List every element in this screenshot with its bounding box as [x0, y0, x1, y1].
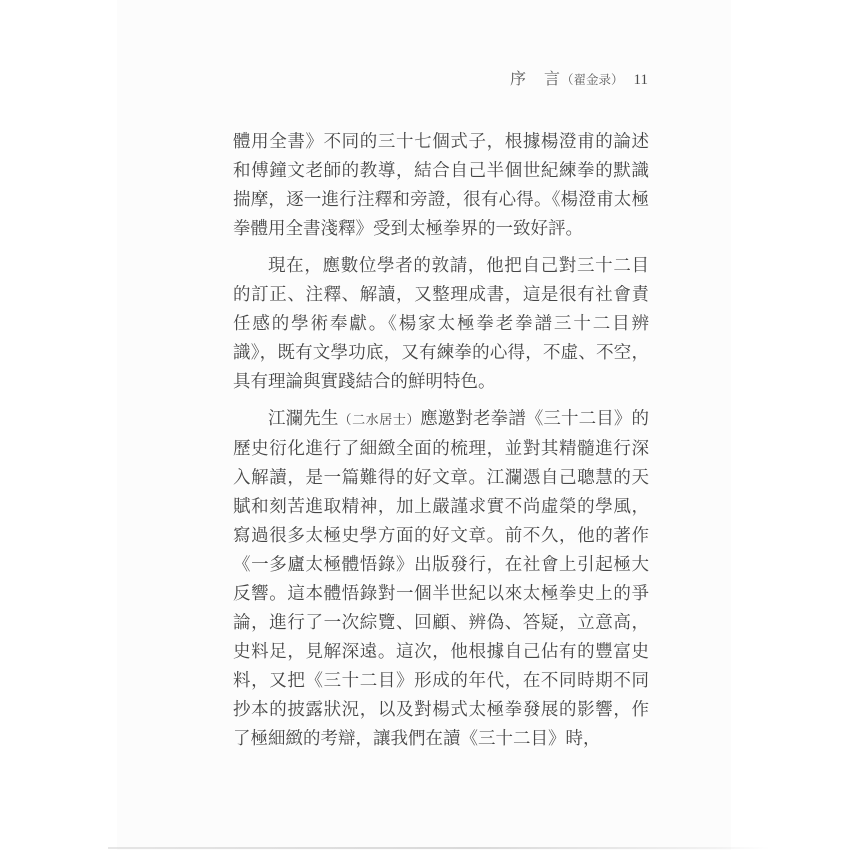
section-title: 序 言 — [510, 71, 562, 88]
page-number: 11 — [633, 72, 648, 88]
paragraph-2: 現在，應數位學者的敦請，他把自己對三十二目的訂正、注釋、解讀，又整理成書，這是很有社會責任感的學術奉獻。《楊家太極拳老拳譜三十二目辨識》，既有文學功底，又有練拳的心得，不虛、不空，具有理論與實踐結合的鮮明特色。 — [233, 255, 649, 391]
paragraph-1: 體用全書》不同的三十七個式子，根據楊澄甫的論述和傅鐘文老師的教導，結合自己半個世紀練拳的默識揣摩，逐一進行注釋和旁證，很有心得。《楊澄甫太極拳體用全書淺釋》受到太極拳界的一致好評。 — [233, 131, 649, 238]
inline-annotation: （二水居士） — [338, 412, 421, 427]
paragraph-3-rest: 應邀對老拳譜《三十二目》的歷史衍化進行了細緻全面的梳理，並對其精髓進行深入解讀，是一篇難得的好文章。江瀾憑自己聰慧的天賦和刻苦進取精神，加上嚴謹求實不尚虛榮的學風，寫過很多太極史學方面的好文章。前不久，他的著作《一多廬太極體悟錄》出版發行，在社會上引起極大反響。這本體悟錄對一個半世紀以來太極拳史上的爭論，進行了一次綜覽、回顧、辨偽、答疑，立意高，史料足，見解深遠。這次，他根據自己佔有的豐富史料，又把《三十二目》形成的年代，在不同時期不同抄本的披露狀況，以及對楊式太極拳發展的影響，作了極細緻的考辯，讓我們在讀《三十二目》時， — [233, 408, 649, 748]
text-block — [233, 127, 649, 761]
header-author-annotation: （翟金录） — [561, 73, 624, 87]
paragraph-3-lead: 江瀾先生 — [268, 408, 339, 428]
paragraph-3 — [233, 404, 649, 753]
running-head — [117, 66, 648, 89]
page-bottom-edge — [108, 847, 770, 849]
book-page — [117, 0, 731, 850]
